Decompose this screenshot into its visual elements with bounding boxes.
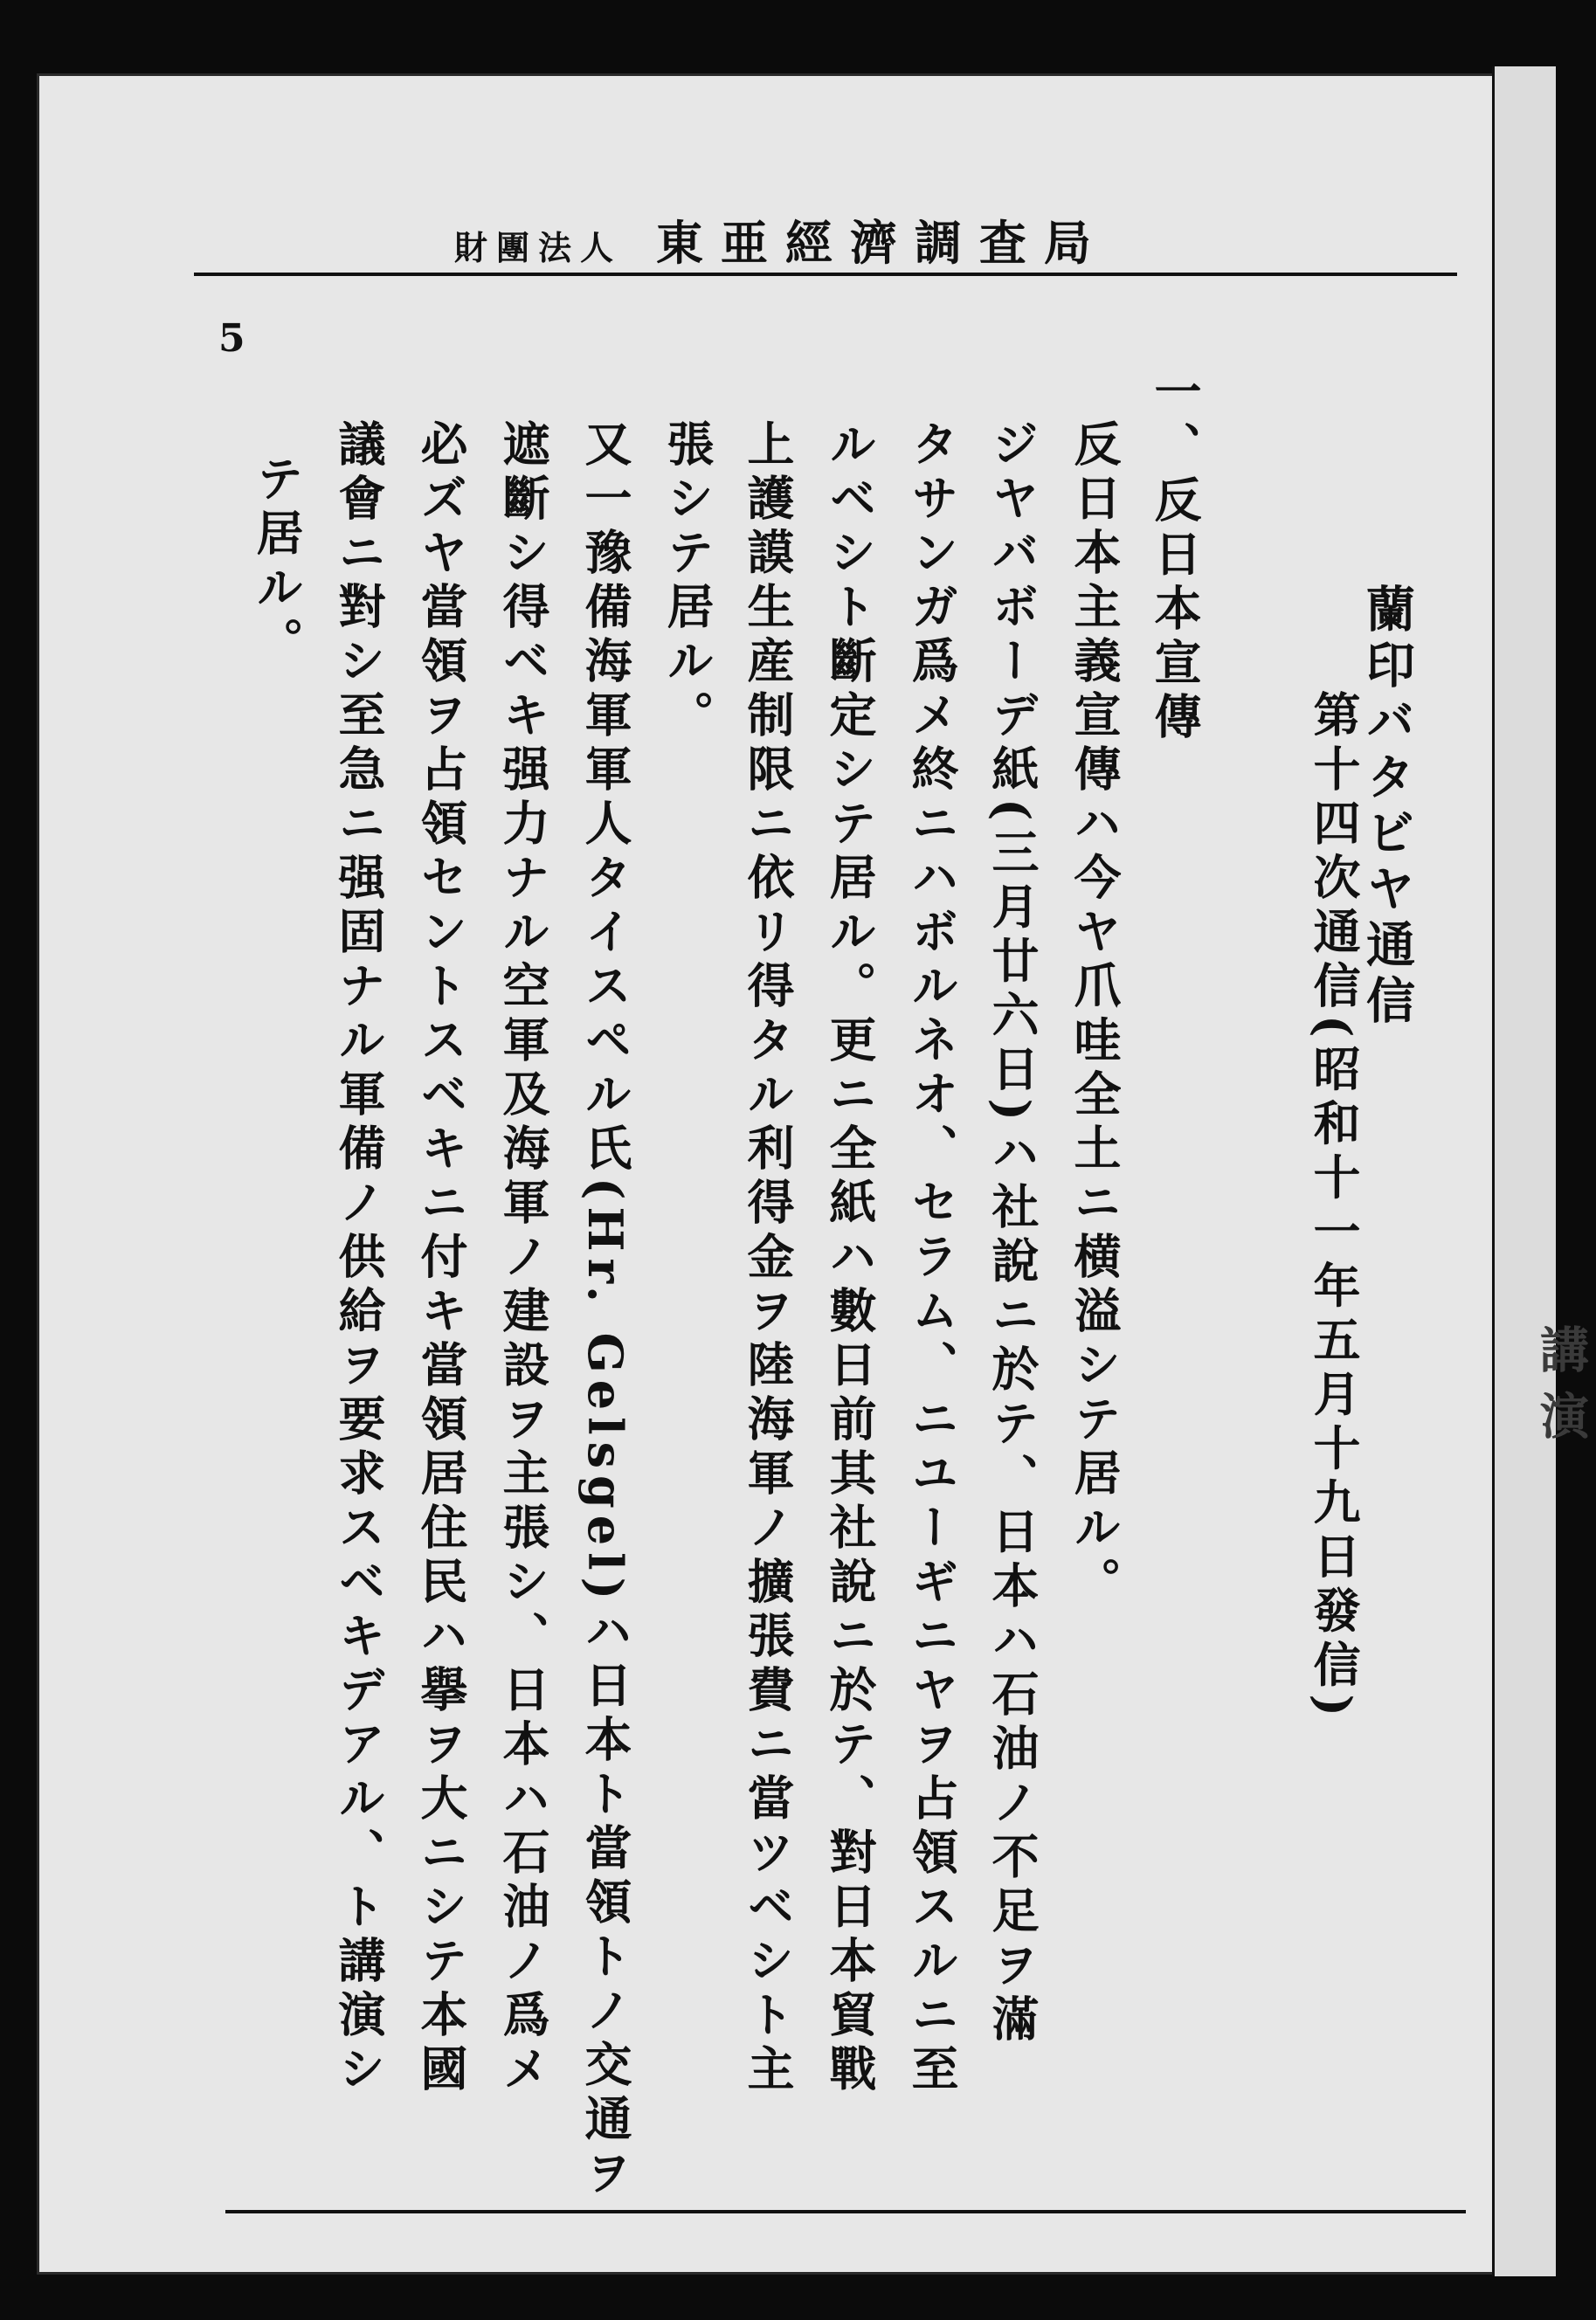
header-org-name: 東亜經濟調査局: [655, 215, 1109, 271]
body-line: 反日本主義宣傳ハ今ヤ爪哇全土ニ横溢シテ居ル。: [1067, 419, 1123, 1611]
header-org-prefix: 財團法人: [454, 228, 623, 267]
section-heading: 一、反日本宣傳: [1147, 367, 1203, 746]
body-line: 遮斷シ得ベキ强力ナル空軍及海軍ノ建設ヲ主張シ、日本ハ石油ノ爲メ: [495, 419, 551, 2098]
adjacent-page-strip: [1492, 66, 1590, 2276]
body-line: ジヤバボーデ紙(三月廿六日)ハ社說ニ於テ、日本ハ石油ノ不足ヲ滿: [985, 419, 1040, 2049]
body-line: 又一豫備海軍軍人タイスペル氏(Hr. Gelsgel)ハ日本ト當領トノ交通ヲ: [577, 419, 633, 2203]
adjacent-page-text: 講演: [1532, 1324, 1590, 1457]
body-line: 張シテ居ル。: [660, 419, 715, 744]
header-rule: [194, 273, 1457, 276]
page-header: [454, 206, 1109, 273]
body-line: 必ズヤ當領ヲ占領セントスベキニ付キ當領居住民ハ擧ヲ大ニシテ本國: [413, 419, 469, 2098]
document-title: 蘭印バタビヤ通信: [1358, 583, 1416, 1031]
body-line: テ居ル。: [249, 454, 305, 671]
body-line: タサンガ爲メ終ニハボルネオ、セラム、ニユーギニヤヲ占領スルニ至: [904, 419, 960, 2098]
page-number: 5: [218, 316, 245, 361]
footer-rule: [225, 2210, 1466, 2213]
issue-line: 第十四次通信(昭和十一年五月十九日發信): [1306, 690, 1362, 1724]
body-line: 上護謨生産制限ニ依リ得タル利得金ヲ陸海軍ノ擴張費ニ當ツベシト主: [740, 419, 796, 2098]
body-line: ルベシト斷定シテ居ル。更ニ全紙ハ數日前其社說ニ於テ、對日本貿戰: [822, 419, 878, 2098]
body-line: 議會ニ對シ至急ニ强固ナル軍備ノ供給ヲ要求スベキデアル、ト講演シ: [331, 419, 387, 2098]
